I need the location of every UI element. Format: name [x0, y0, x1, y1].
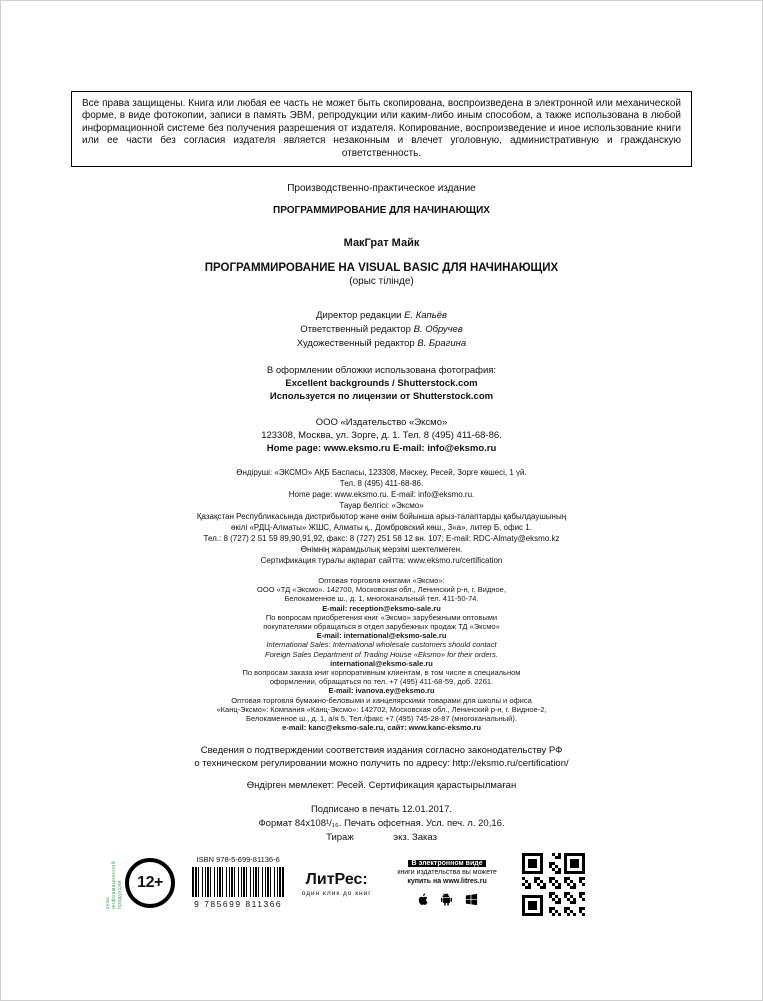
android-icon [439, 892, 454, 910]
litres-wordmark: ЛитРес: [305, 871, 368, 888]
certification-block [71, 744, 692, 770]
imprint-line: В оформлении обложки использована фотография: [266, 365, 497, 377]
imprint-line: E-mail: reception@eksmo-sale.ru [322, 603, 441, 613]
imprint-line: Excellent backgrounds / Shutterstock.com [285, 378, 478, 390]
book-title: ПРОГРАММИРОВАНИЕ НА VISUAL BASIC ДЛЯ НАЧИНАЮЩИХ [204, 262, 559, 275]
imprint-line: Home page: www.eksmo.ru E-mail: info@eksmo.ru [266, 443, 497, 455]
imprint-line: «Канц-Эксмо»: Компания «Канц-Эксмо»: 142702, Московская обл., Ленинский р-н, г. Видное-2, [216, 704, 547, 714]
imprint-line: 123308, Москва, ул. Зорге, д. 1. Тел. 8 (495) 411-68-86. [261, 430, 502, 442]
staff-line [71, 309, 692, 323]
made-in-line: Өндірген мемлекет: Ресей. Сертификация қарастырылмаған [246, 780, 517, 792]
kazakh-imprint-block [71, 467, 692, 566]
imprint-line: Өнімнің жарамдылық мерзімі шектелмеген. [300, 545, 463, 555]
imprint-line: Оптовая торговля бумажно-беловыми и канцелярскими товарами для школы и офиса [231, 695, 532, 705]
staff-block [71, 309, 692, 351]
imprint-line: покупателями обращаться в отдел зарубежных продаж ТД «Эксмо» [263, 622, 500, 632]
staff-person: В. Брагина [417, 338, 467, 350]
store-icons-row [385, 892, 509, 910]
print-date-line: Подписано в печать 12.01.2017. [310, 804, 453, 816]
imprint-line: Тел. 8 (495) 411-68-86. [339, 479, 424, 489]
series-title: ПРОГРАММИРОВАНИЕ ДЛЯ НАЧИНАЮЩИХ [273, 205, 490, 217]
imprint-line: Сведения о подтверждении соответствия издания согласно законодательству РФ [200, 745, 563, 757]
age-rating-badge [125, 858, 175, 908]
footer [105, 849, 585, 916]
qr-code [522, 853, 585, 916]
isbn-number: ISBN 978-5-699-81136-6 [196, 855, 280, 864]
imprint-line: Тауар белгісі: «Эксмо» [339, 501, 424, 511]
publisher-block [71, 416, 692, 455]
imprint-line: International Sales: International wholesale customers should contact [266, 640, 497, 650]
edition-type: Производственно-практическое издание [287, 183, 476, 195]
imprint-content [71, 183, 692, 845]
imprint-line: e-mail: kanc@eksmo-sale.ru, сайт: www.kanc-eksmo.ru [282, 723, 481, 733]
imprint-line: international@eksmo-sale.ru [330, 658, 433, 668]
imprint-line: оформлении, обращаться по тел. +7 (495) 411-68-59, доб. 2261. [269, 677, 494, 687]
ebook-note-line: купить на www.litres.ru [407, 878, 487, 885]
imprint-line: Foreign Sales Department of Trading House «Eksmo» for their orders. [265, 649, 498, 659]
staff-line [71, 323, 692, 337]
cover-photo-credit-block [71, 364, 692, 403]
ebook-note-block [385, 859, 509, 910]
barcode-digits: 9 785699 811366 [194, 899, 283, 909]
imprint-line: Используется по лицензии от Shutterstock.com [269, 391, 494, 403]
staff-role: Директор редакции [316, 310, 402, 322]
print-info-block [71, 803, 692, 845]
age-rating-value: 12+ [137, 874, 163, 891]
litres-tagline: один клик до книг [301, 890, 372, 897]
imprint-line: о техническом регулировании можно получить по адресу: http://eksmo.ru/certification/ [194, 758, 569, 770]
title-language-note: (орыс тілінде) [349, 276, 414, 288]
imprint-line: Өндіруші: «ЭКСМО» АҚБ Баспасы, 123308, Мәскеу, Ресей, Зорге көшесі, 1 үй. [236, 468, 527, 478]
ebook-note-line: книги издательства вы можете [397, 869, 497, 876]
staff-role: Художественный редактор [296, 338, 415, 350]
imprint-line: ООО «Издательство «Эксмо» [315, 417, 448, 429]
imprint-line: Қазақстан Республикасында дистрибьютор және өнім бойынша арыз-талаптарды қабылдаушының [196, 512, 567, 522]
imprint-line: Белокаменное ш., д. 1, а/я 5. Тел./факс +7 (495) 745-28-87 (многоканальный). [246, 714, 517, 724]
imprint-line: Сертификация туралы ақпарат сайтта: www.eksmo.ru/certification [260, 556, 503, 566]
imprint-line: Тел.: 8 (727) 2 51 59 89,90,91,92, факс: 8 (727) 251 58 12 вн. 107; E-mail: RDC-Almaty@eksmo.kz [203, 534, 560, 544]
staff-role: Ответственный редактор [300, 324, 411, 336]
staff-line [71, 337, 692, 351]
barcode [192, 867, 284, 897]
imprint-line: По вопросам заказа книг корпоративным клиентам, в том числе в специальном [242, 668, 521, 678]
imprint-line: E-mail: ivanova.ey@eksmo.ru [328, 686, 435, 696]
isbn-barcode-block [188, 855, 288, 909]
imprint-line: Оптовая торговля книгами «Эксмо»: [318, 576, 445, 586]
ebook-note-highlight: В электронном виде [385, 859, 509, 868]
staff-person: Е. Капьёв [404, 310, 447, 322]
print-format-line: Формат 84x108¹/₁₆. Печать офсетная. Усл. печ. л. 20,16. [258, 818, 505, 830]
windows-icon [464, 892, 479, 910]
imprint-line: өкілі «РДЦ-Алматы» ЖШС, Алматы қ., Домбровский көш., 3«а», литер Б, офис 1. [231, 523, 532, 533]
imprint-line: ООО «ТД «Эксмо». 142700, Московская обл., Ленинский р-н, г. Видное, [257, 585, 506, 595]
imprint-line: Home page: www.eksmo.ru. E-mail: info@eksmo.ru. [288, 490, 475, 500]
copyright-notice: Все права защищены. Книга или любая ее часть не может быть скопирована, воспроизведена в электронной или механической форме, в виде фотокопии, записи в память ЭВМ, репродукции или каким-либо иным способом, а также использована в любой информационной системе без получения разрешения от издателя. Копирование, воспроизведение и иное использование книги или ее части без согласия издателя является незаконным и влечет уголовную, административную и гражданскую ответственность. [71, 91, 692, 167]
age-vertical-label: знак информационной продукции [105, 861, 123, 909]
imprint-line: E-mail: international@eksmo-sale.ru [316, 631, 447, 641]
age-rating-block [105, 857, 175, 909]
imprint-line: По вопросам приобретения книг «Эксмо» зарубежными оптовыми [265, 612, 498, 622]
imprint-line: Белокаменное ш., д. 1, многоканальный тел. 411-50-74. [284, 594, 479, 604]
print-run-line: Тираж экз. Заказ [326, 832, 437, 844]
author-name: МакГрат Майк [343, 237, 420, 250]
apple-icon [415, 892, 429, 910]
litres-logo [301, 871, 372, 897]
wholesale-contacts-block [71, 576, 692, 732]
staff-person: В. Обручев [413, 324, 463, 336]
